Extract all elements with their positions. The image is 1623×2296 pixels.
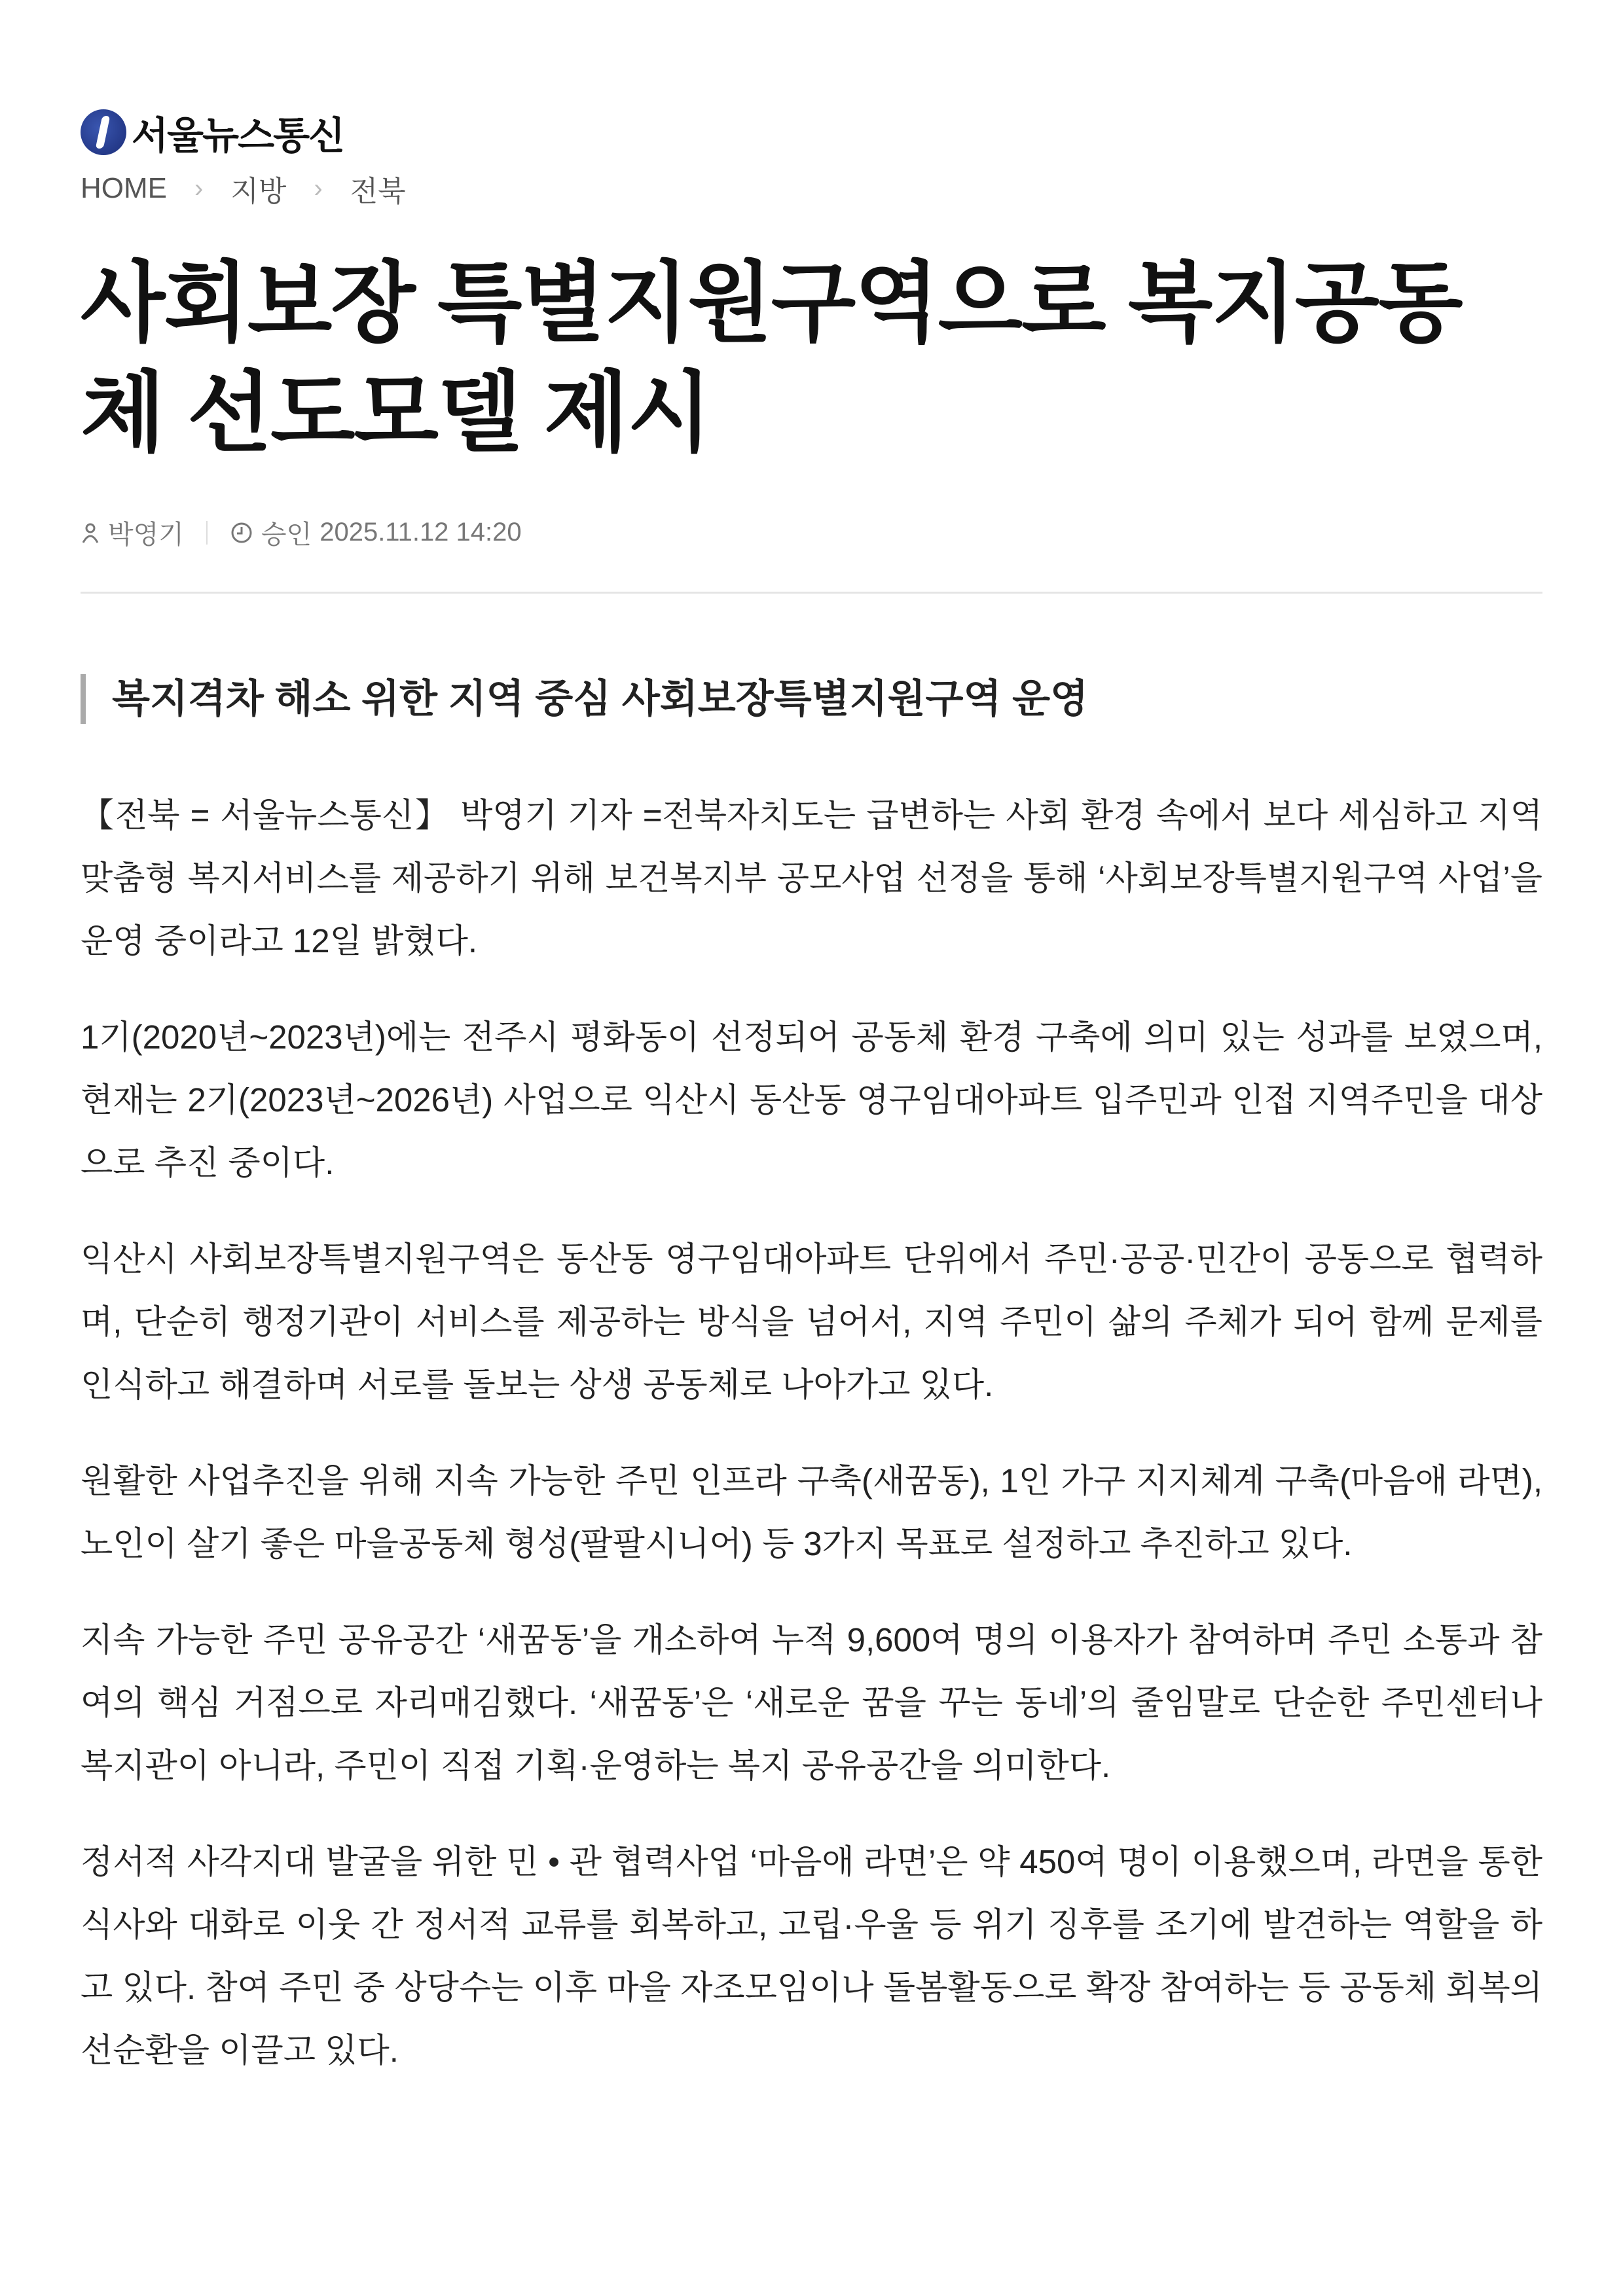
breadcrumb bbox=[81, 168, 406, 209]
paragraph: 원활한 사업추진을 위해 지속 가능한 주민 인프라 구축(새꿈동), 1인 가구 지지체계 구축(마음애 라면), 노인이 살기 좋은 마을공동체 형성(팔팔시니어) 등 3가지 목표로 설정하고 추진하고 있다. bbox=[81, 1462, 1542, 1562]
clock-icon bbox=[230, 521, 253, 545]
paragraph: 1기(2020년~2023년)에는 전주시 평화동이 선정되어 공동체 환경 구축에 의미 있는 성과를 보였으며, 현재는 2기(2023년~2026년) 사업으로 익산시 동산동 영구임대아파트 입주민과 인접 지역주민을 대상으로 추진 중이다. bbox=[81, 1018, 1542, 1181]
paragraph: 익산시 사회보장특별지원구역은 동산동 영구임대아파트 단위에서 주민·공공·민간이 공동으로 협력하며, 단순히 행정기관이 서비스를 제공하는 방식을 넘어서, 지역 주민이 삶의 주체가 되어 함께 문제를 인식하고 해결하며 서로를 돌보는 상생 공동체로 나아가고 있다. bbox=[81, 1240, 1542, 1403]
article-body bbox=[81, 784, 1542, 2115]
paragraph: 【전북 = 서울뉴스통신】 박영기 기자 =전북자치도는 급변하는 사회 환경 속에서 보다 세심하고 지역 맞춤형 복지서비스를 제공하기 위해 보건복지부 공모사업 선정을 통해 ‘사회보장특별지원구역 사업’을 운영 중이라고 12일 밝혔다. bbox=[81, 797, 1542, 960]
logo-text: 서울뉴스통신 bbox=[132, 115, 344, 157]
breadcrumb-section[interactable]: 지방 bbox=[230, 175, 287, 207]
author-name[interactable]: 박영기 bbox=[108, 520, 184, 549]
chevron-right-icon: › bbox=[194, 173, 204, 203]
logo-emblem-icon bbox=[81, 109, 126, 155]
article-subtitle: 복지격차 해소 위한 지역 중심 사회보장특별지원구역 운영 bbox=[81, 674, 1088, 724]
chevron-right-icon: › bbox=[314, 173, 323, 203]
breadcrumb-subsection[interactable]: 전북 bbox=[350, 175, 406, 207]
article-meta bbox=[81, 514, 522, 551]
approved-label: 승인 bbox=[261, 520, 312, 549]
user-icon bbox=[81, 522, 100, 544]
publish-datetime: 2025.11.12 14:20 bbox=[319, 518, 522, 547]
site-logo[interactable] bbox=[81, 105, 344, 160]
meta-divider bbox=[206, 521, 208, 545]
paragraph: 정서적 사각지대 발굴을 위한 민 • 관 협력사업 ‘마음애 라면’은 약 450여 명이 이용했으며, 라면을 통한 식사와 대화로 이웃 간 정서적 교류를 회복하고, 고립·우울 등 위기 징후를 조기에 발견하는 역할을 하고 있다. 참여 주민 중 상당수는 이후 마을 자조모임이나 돌봄활동으로 확장 참여하는 등 공동체 회복의 선순환을 이끌고 있다. bbox=[81, 1843, 1542, 2069]
paragraph: 지속 가능한 주민 공유공간 ‘새꿈동’을 개소하여 누적 9,600여 명의 이용자가 참여하며 주민 소통과 참여의 핵심 거점으로 자리매김했다. ‘새꿈동’은 ‘새로운 꿈을 꾸는 동네’의 줄임말로 단순한 주민센터나 복지관이 아니라, 주민이 직접 기획·운영하는 복지 공유공간을 의미한다. bbox=[81, 1621, 1542, 1784]
header-divider bbox=[81, 592, 1542, 594]
breadcrumb-home[interactable]: HOME bbox=[81, 172, 167, 204]
article-title: 사회보장 특별지원구역으로 복지공동체 선도모델 제시 bbox=[81, 255, 1462, 462]
